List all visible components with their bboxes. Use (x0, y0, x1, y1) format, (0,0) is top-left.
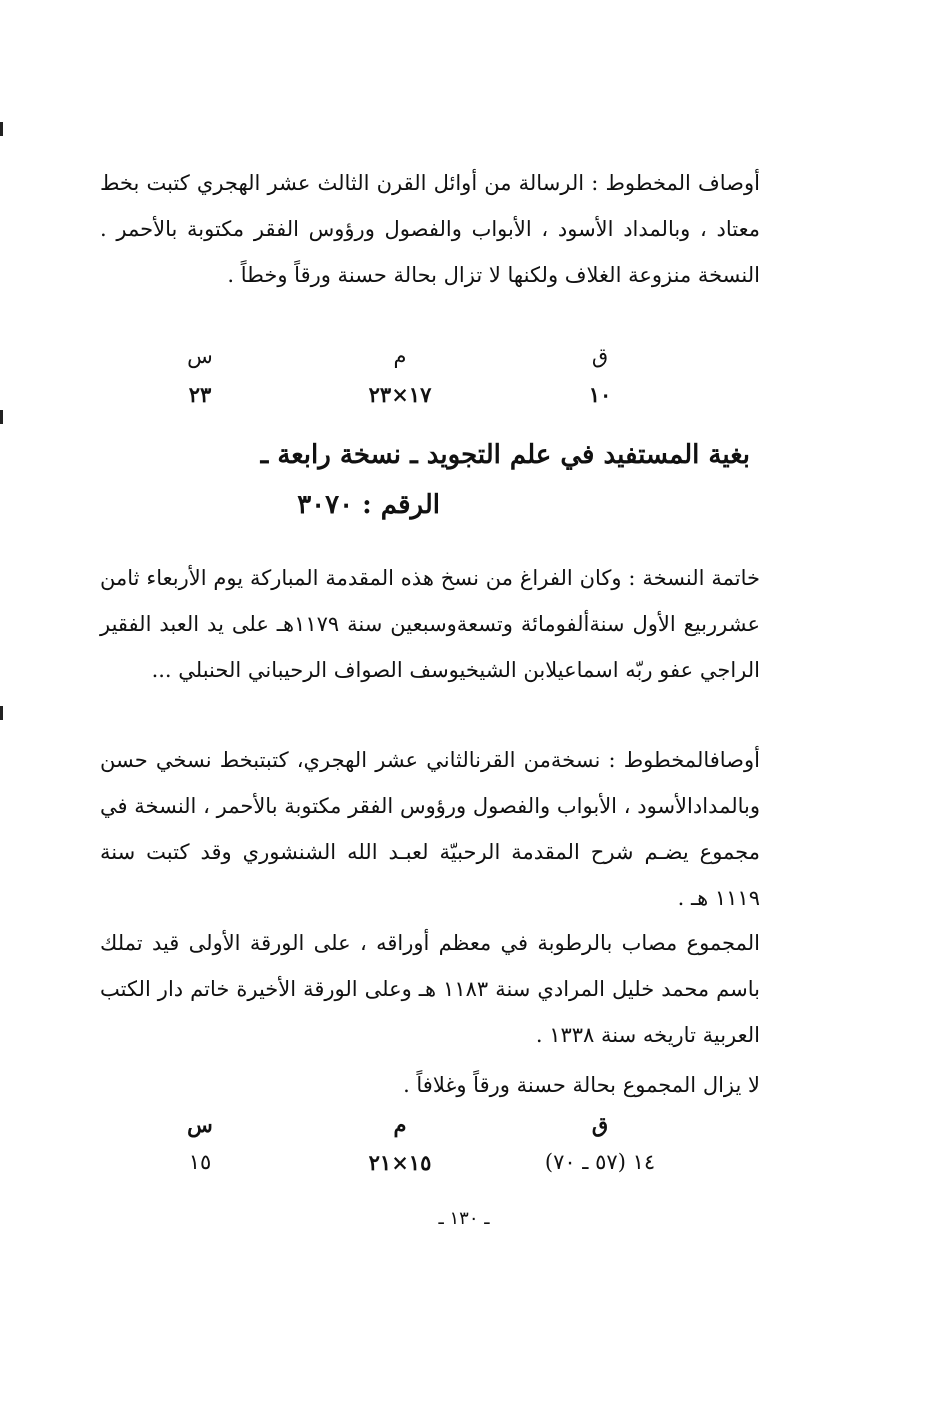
entry-number: الرقم : ٣٠٧٠ (297, 490, 440, 520)
stat-value-folios: ١٠ (588, 382, 612, 407)
collection-note: المجموع مصاب بالرطوبة في معظم أوراقه ، على الورقة الأولى قيد تملك باسم محمد خليل المرادي سنة ١١٨٣ هـ وعلى الورقة الأخيرة خاتم دار الكتب العربية تاريخه سنة ١٣٣٨ . (100, 931, 760, 1047)
manuscript-description-2: أوصافالمخطوط : نسخةمن القرنالثاني عشر الهجري، كتبتبخط نسخي حسن وبالمدادالأسود ، الأبواب والفصول ورؤوس الفقر مكتوبة بالأحمر ، النسخة في مجموع يضـم شرح المقدمة الرحبيّة لعبـد الله الشنشوري وقد كتبت سنة ١١١٩ هـ . (100, 748, 760, 910)
stat-label-dimensions: م (393, 1112, 407, 1137)
stat-value-lines: ١٥ (188, 1150, 212, 1174)
colophon: خاتمة النسخة : وكان الفراغ من نسخ هذه المقدمة المباركة يوم الأربعاء ثامن عشرربيع الأول سنةألفومائة وتسعةوسبعين سنة ١١٧٩هـ على يد العبد الفقير الراجي عفو ربّه اسماعيلابن الشيخيوسف الصواف الرحيباني الحنبلي ... (100, 566, 760, 682)
scan-edge-mark (0, 706, 3, 720)
entry-title: بغية المستفيد في علم التجويد ـ نسخة رابعة ـ (260, 440, 750, 470)
manuscript-description-1: أوصاف المخطوط : الرسالة من أوائل القرن الثالث عشر الهجري كتبت بخط معتاد ، وبالمداد الأسود ، الأبواب والفصول ورؤوس الفقر مكتوبة بالأحمر . النسخة منزوعة الغلاف ولكنها لا تزال بحالة حسنة ورقاً وخطاً . (100, 171, 760, 287)
scan-edge-mark (0, 410, 3, 424)
stat-label-dimensions: م (393, 344, 407, 368)
stat-value-lines: ٢٣ (188, 382, 212, 407)
page-number: ـ ١٣٠ ـ (438, 1208, 490, 1229)
stat-value-dimensions: ١٧×٢٣ (368, 382, 432, 407)
stats-labels-2 (140, 1112, 660, 1137)
stats-values-1 (140, 382, 660, 407)
stat-label-folios: ق (591, 1112, 609, 1137)
scan-edge-mark (0, 122, 3, 136)
stat-label-folios: ق (591, 344, 609, 368)
stat-label-lines: س (187, 344, 213, 368)
stats-values-2 (140, 1150, 660, 1175)
stats-labels-1 (140, 344, 660, 368)
stat-value-folios: ١٤ (٥٧ ـ ٧٠) (544, 1150, 656, 1174)
condition-note: لا يزال المجموع بحالة حسنة ورقاً وغلافاً . (403, 1073, 760, 1097)
stat-label-lines: س (187, 1112, 213, 1137)
stat-value-dimensions: ١٥×٢١ (368, 1150, 432, 1175)
